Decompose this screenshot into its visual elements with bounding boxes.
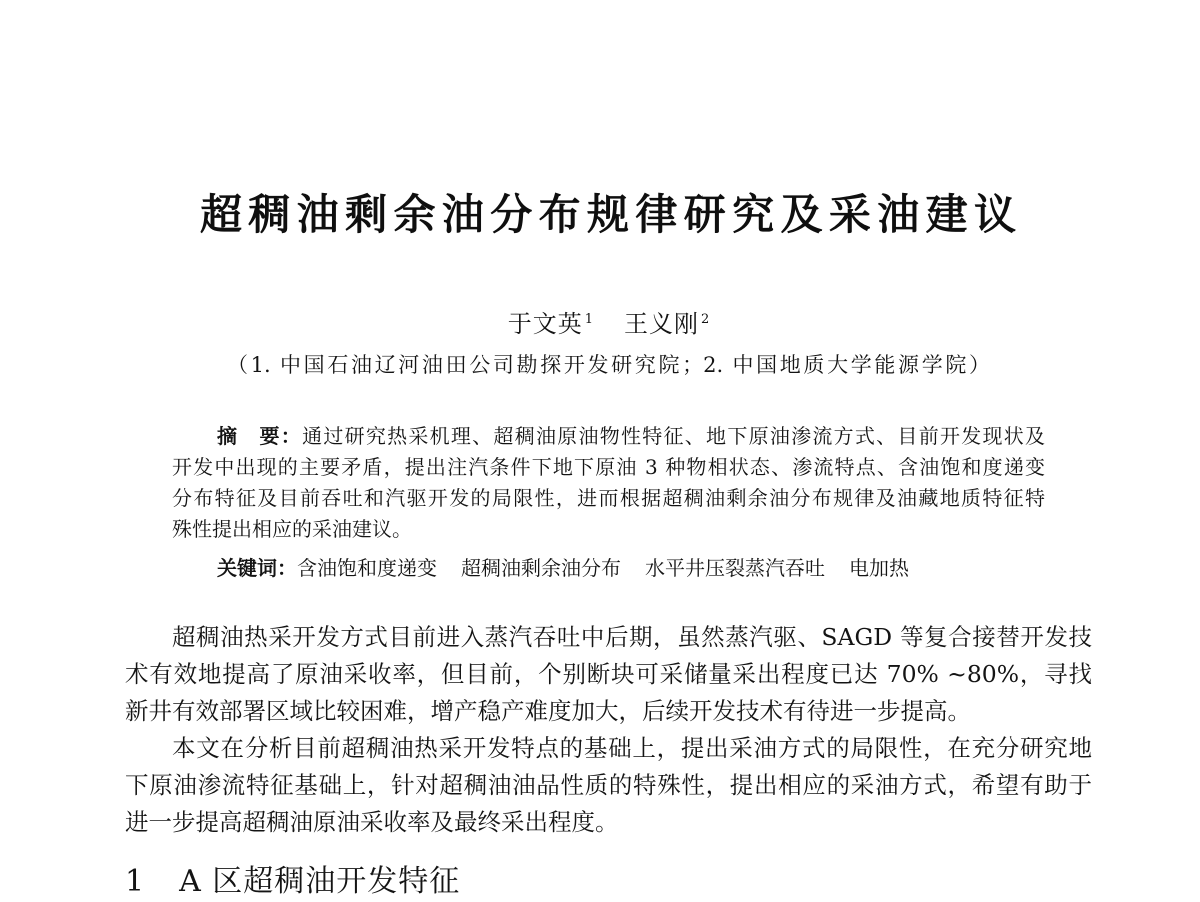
abstract-label: 摘 要：: [217, 424, 303, 448]
abstract: [172, 421, 1045, 545]
body-line: 新井有效部署区域比较困难，增产稳产难度加大，后续开发技术有待进一步提高。: [125, 697, 971, 725]
abstract-line: [172, 421, 1045, 452]
section-heading: [125, 865, 460, 899]
section-title: A 区超稠油开发特征: [179, 864, 461, 899]
body-paragraph-2: [125, 730, 1092, 841]
author-2-name: 王义刚: [624, 310, 699, 338]
affiliations: （1. 中国石油辽河油田公司勘探开发研究院；2. 中国地质大学能源学院）: [227, 353, 990, 377]
keyword: 水平井压裂蒸汽吞吐: [645, 556, 825, 580]
keywords: [217, 553, 909, 584]
keywords-label: 关键词：: [217, 556, 297, 580]
body-line: 超稠油热采开发方式目前进入蒸汽吞吐中后期，虽然蒸汽驱、SAGD 等复合接替开发技: [172, 623, 1092, 651]
abstract-line: 开发中出现的主要矛盾，提出注汽条件下地下原油 3 种物相状态、渗流特点、含油饱和度递变: [172, 455, 1045, 479]
abstract-text: 通过研究热采机理、超稠油原油物性特征、地下原油渗流方式、目前开发现状及: [302, 424, 1046, 448]
author-1-name: 于文英: [507, 310, 583, 338]
body-line: 下原油渗流特征基础上，针对超稠油油品性质的特殊性，提出相应的采油方式，希望有助于: [125, 771, 1092, 799]
section-number: 1: [125, 864, 146, 899]
author-1-affiliation-mark: 1: [584, 312, 594, 327]
body-line: 进一步提高超稠油原油采收率及最终采出程度。: [125, 808, 619, 836]
keyword: 含油饱和度递变: [297, 556, 437, 580]
abstract-line: 殊性提出相应的采油建议。: [172, 517, 412, 541]
author-2-affiliation-mark: 2: [701, 312, 711, 327]
paper-title: 超稠油剩余油分布规律研究及采油建议: [200, 190, 1016, 239]
body-text: [125, 619, 1092, 841]
body-line: 本文在分析目前超稠油热采开发特点的基础上，提出采油方式的局限性，在充分研究地: [172, 734, 1092, 762]
author-2: [624, 310, 710, 338]
author-line: [459, 308, 759, 340]
keyword: 电加热: [849, 556, 909, 580]
body-line: 术有效地提高了原油采收率，但目前，个别断块可采储量采出程度已达 70% ~80%，寻找: [125, 660, 1092, 688]
keyword: 超稠油剩余油分布: [461, 556, 621, 580]
abstract-line: 分布特征及目前吞吐和汽驱开发的局限性，进而根据超稠油剩余油分布规律及油藏地质特征特: [172, 486, 1045, 510]
body-paragraph-1: [125, 619, 1092, 730]
author-1: [508, 310, 594, 338]
